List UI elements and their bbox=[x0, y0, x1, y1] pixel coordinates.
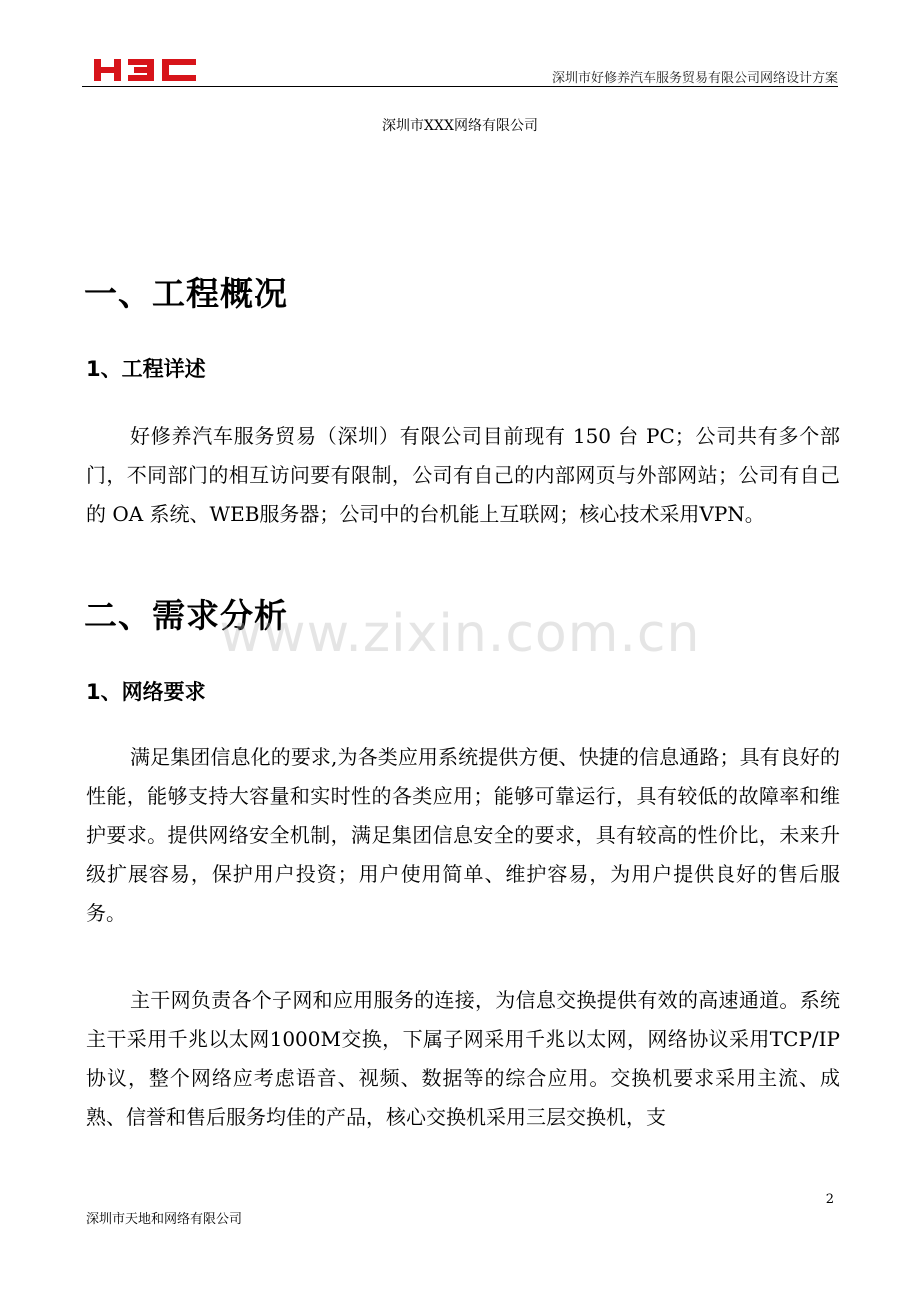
watermark: www.zixin.com.cn bbox=[219, 604, 701, 664]
page-number: 2 bbox=[825, 1192, 834, 1207]
paragraph-backbone: 主干网负责各个子网和应用服务的连接，为信息交换提供有效的高速通道。系统主干采用千兆以太网1000M交换，下属子网采用千兆以太网，网络协议采用TCP/IP协议，整个网络应考虑语音、视频、数据等的综合应用。交换机要求采用主流、成熟、信誉和售后服务均佳的产品，核心交换机采用三层交换机，支 bbox=[86, 988, 840, 1129]
company-name-line: 深圳市XXX网络有限公司 bbox=[382, 118, 538, 134]
h3c-logo bbox=[92, 56, 202, 84]
paragraph-network-requirements: 满足集团信息化的要求,为各类应用系统提供方便、快捷的信息通路；具有良好的性能，能够支持大容量和实时性的各类应用；能够可靠运行，具有较低的故障率和维护要求。提供网络安全机制，满足集团信息安全的要求，具有较高的性价比，未来升级扩展容易，保护用户投资；用户使用简单、维护容易，为用户提供良好的售后服务。 bbox=[86, 745, 840, 925]
header-document-title: 深圳市好修养汽车服务贸易有限公司网络设计方案 bbox=[551, 71, 838, 86]
subsection-heading-network-requirements: 1、网络要求 bbox=[86, 680, 206, 704]
header-divider bbox=[82, 86, 838, 87]
subsection-heading-project-details: 1、工程详述 bbox=[86, 357, 206, 381]
section-heading-requirements: 二、需求分析 bbox=[84, 596, 288, 635]
section-heading-overview: 一、工程概况 bbox=[84, 274, 288, 313]
paragraph-project-details: 好修养汽车服务贸易（深圳）有限公司目前现有 150 台 PC；公司共有多个部门，不同部门的相互访问要有限制，公司有自己的内部网页与外部网站；公司有自己的 OA 系统、WEB服务器；公司中的台机能上互联网；核心技术采用VPN。 bbox=[86, 424, 840, 526]
footer-company: 深圳市天地和网络有限公司 bbox=[86, 1212, 243, 1227]
